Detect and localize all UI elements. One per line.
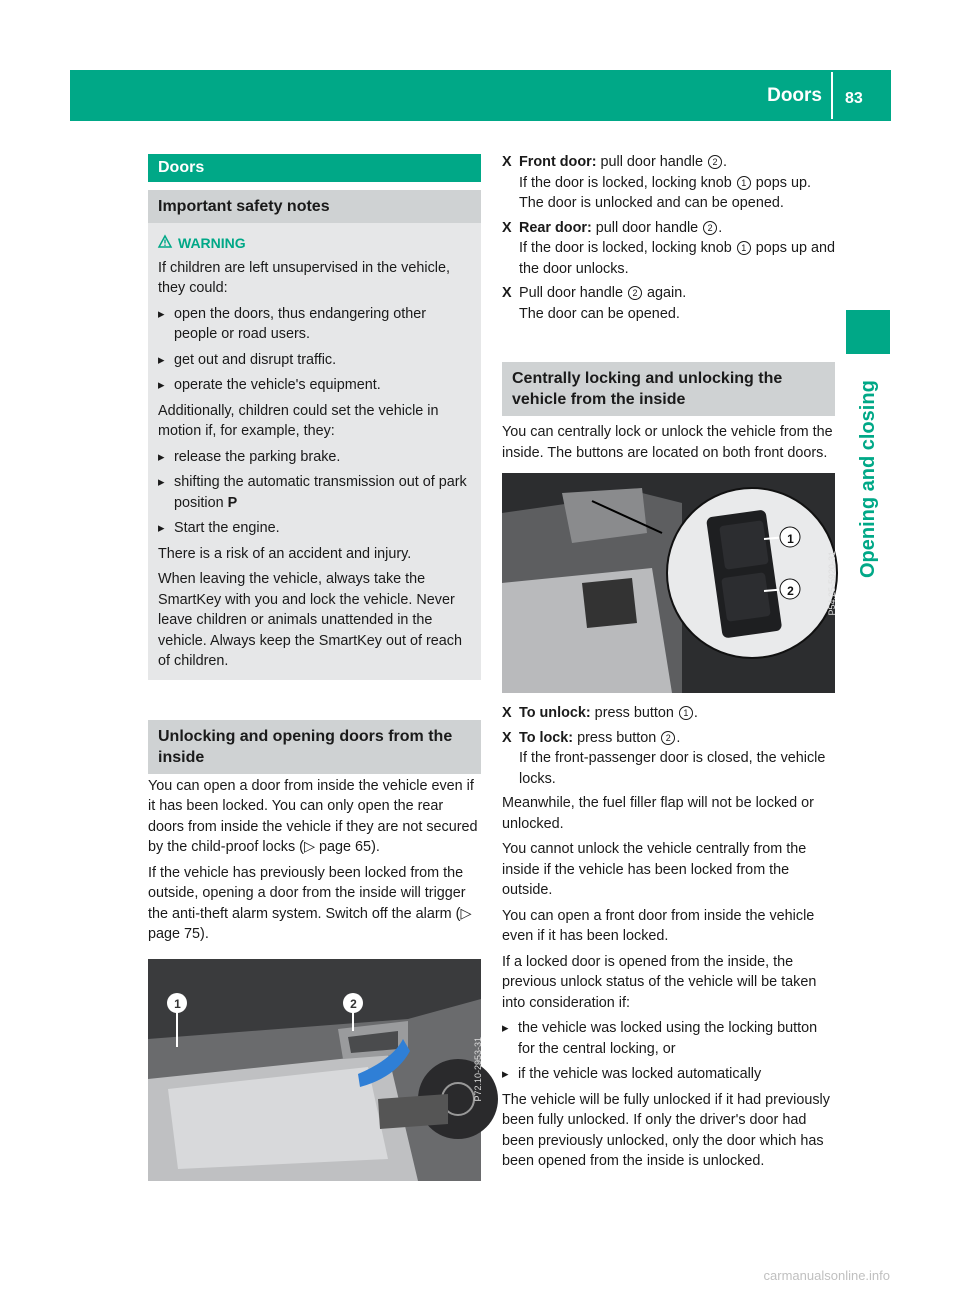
period: . bbox=[718, 219, 723, 236]
header-title: Doors bbox=[767, 85, 822, 106]
list-item: ▸ the vehicle was locked using the locking button for the central locking, or bbox=[502, 1018, 835, 1059]
warning-risk: There is a risk of an accident and injury. bbox=[158, 545, 412, 562]
step-result: pops up and the door unlocks. bbox=[519, 240, 835, 277]
list-item: ▸ if the vehicle was locked automatically bbox=[502, 1064, 835, 1085]
step-result: If the front-passenger door is closed, the vehicle locks. bbox=[519, 750, 826, 787]
warning-label: WARNING bbox=[178, 235, 246, 251]
number-2-icon: 2 bbox=[703, 221, 717, 235]
para-text: If the vehicle has previously been locked from the outside, opening a door from the inside will trigger the anti-theft alarm system. Switch off the alarm ( bbox=[148, 864, 466, 922]
step-result: If the door is locked, locking knob bbox=[519, 240, 736, 256]
right-column bbox=[502, 152, 838, 1177]
number-1-icon: 1 bbox=[737, 241, 751, 255]
step-label: To unlock: bbox=[519, 705, 591, 721]
side-tab-label: Opening and closing bbox=[857, 380, 879, 578]
park-letter: P bbox=[227, 494, 238, 511]
warning-closing: When leaving the vehicle, always take the SmartKey with you and lock the vehicle. Never leave children or animals unattended in the vehicle. Always keep the SmartKey out of reach of children. bbox=[158, 571, 462, 669]
para-text: ). bbox=[200, 926, 209, 942]
number-2-icon: 2 bbox=[661, 731, 675, 745]
step-marker-icon: X bbox=[502, 729, 512, 746]
step-marker-icon: X bbox=[502, 219, 512, 236]
number-1-icon: 1 bbox=[679, 706, 693, 720]
period: . bbox=[693, 705, 698, 721]
step-text: pull door handle bbox=[591, 219, 703, 236]
period: . bbox=[676, 729, 681, 746]
step-result: The door can be opened. bbox=[519, 305, 680, 322]
step-label: To lock: bbox=[519, 729, 574, 746]
section-title-doors: Doors bbox=[148, 154, 481, 182]
warning-bullet bbox=[158, 472, 471, 513]
heading-unlocking: Unlocking and opening doors from the inside bbox=[148, 720, 481, 774]
step-text: again. bbox=[643, 285, 687, 301]
warning-bullet: ▸ operate the vehicle's equipment. bbox=[158, 375, 471, 396]
warning-middle: Additionally, children could set the vehicle in motion if, for example, they: bbox=[158, 402, 439, 439]
page-ref-65[interactable]: page 65 bbox=[319, 839, 372, 855]
para-open-front-door: You can open a front door from inside the vehicle even if it has been locked. bbox=[502, 907, 815, 944]
step-text: press button bbox=[573, 729, 661, 746]
para-fully-unlocked: The vehicle will be fully unlocked if it had previously been fully unlocked. If only the driver's door had been previously unlocked, only the door which has been opened from the inside is unlocked. bbox=[502, 1091, 830, 1169]
warning-bullet: ▸ release the parking brake. bbox=[158, 447, 471, 468]
side-tab-marker bbox=[846, 310, 890, 354]
step-marker-icon: X bbox=[502, 705, 512, 721]
callout-2: 2 bbox=[350, 996, 357, 1011]
step-to-unlock bbox=[502, 703, 835, 724]
footer-watermark: carmanualsonline.info bbox=[763, 1267, 890, 1283]
para-previous-status: If a locked door is opened from the inside, the previous unlock status of the vehicle will be taken into consideration if: bbox=[502, 953, 817, 1011]
door-handle-illustration bbox=[148, 959, 481, 1181]
header-separator bbox=[831, 72, 833, 119]
bullet-text: shifting the automatic transmission out of park position bbox=[174, 474, 467, 511]
number-2-icon: 2 bbox=[708, 155, 722, 169]
unlock-para-1 bbox=[148, 776, 481, 858]
step-marker-icon: X bbox=[502, 285, 512, 301]
period: . bbox=[722, 154, 727, 170]
image-code: P72.10-2953-31 bbox=[473, 1036, 484, 1102]
page-ref-75[interactable]: page 75 bbox=[148, 926, 201, 942]
left-column bbox=[148, 150, 484, 1191]
unlock-para-2 bbox=[148, 863, 481, 945]
step-text: pull door handle bbox=[596, 154, 707, 170]
callout-2: 2 bbox=[787, 584, 794, 598]
door-handle-photo bbox=[148, 959, 484, 1181]
warning-triangle-icon bbox=[158, 233, 172, 254]
step-marker-icon: X bbox=[502, 154, 512, 170]
central-intro: You can centrally lock or unlock the vehicle from the inside. The buttons are located on both front doors. bbox=[502, 424, 833, 461]
warning-bullet: ▸ get out and disrupt traffic. bbox=[158, 350, 471, 371]
para-fuel-flap: Meanwhile, the fuel filler flap will not be locked or unlocked. bbox=[502, 795, 814, 832]
heading-central-locking: Centrally locking and unlocking the vehicle from the inside bbox=[502, 362, 835, 416]
warning-intro: If children are left unsupervised in the vehicle, they could: bbox=[158, 259, 450, 296]
warning-bullet: ▸ Start the engine. bbox=[158, 518, 471, 539]
step-label: Rear door: bbox=[519, 219, 592, 236]
number-1-icon: 1 bbox=[737, 176, 751, 190]
image-code: P54.25-5920-31 bbox=[827, 550, 838, 616]
warning-box bbox=[148, 223, 481, 680]
para-text: You can open a door from inside the vehicle even if it has been locked. You can only open the rear doors from inside the vehicle if they are not secured by the child-proof locks ( bbox=[148, 777, 478, 855]
para-cannot-unlock: You cannot unlock the vehicle centrally from the inside if the vehicle has been locked from the outside. bbox=[502, 841, 807, 898]
central-lock-photo bbox=[502, 473, 838, 693]
step-to-lock bbox=[502, 728, 835, 790]
arrow-icon: ▷ bbox=[460, 905, 472, 922]
step-result: pops up. The door is unlocked and can be opened. bbox=[519, 174, 811, 211]
heading-safety: Important safety notes bbox=[148, 190, 481, 223]
warning-heading bbox=[158, 233, 471, 254]
step-result: If the door is locked, locking knob bbox=[519, 174, 736, 191]
step-text: Pull door handle bbox=[519, 285, 628, 301]
callout-1: 1 bbox=[174, 996, 181, 1011]
warning-bullet: ▸ open the doors, thus endangering other people or road users. bbox=[158, 304, 471, 345]
para-text: ). bbox=[371, 839, 380, 855]
arrow-icon: ▷ bbox=[303, 839, 316, 855]
step-text: press button bbox=[590, 705, 678, 721]
step-label: Front door: bbox=[519, 154, 597, 170]
page-number: 83 bbox=[845, 90, 863, 107]
number-2-icon: 2 bbox=[628, 286, 642, 300]
callout-1: 1 bbox=[787, 532, 794, 546]
step-pull-again bbox=[502, 283, 835, 324]
step-rear-door bbox=[502, 218, 835, 280]
step-front-door bbox=[502, 152, 835, 214]
